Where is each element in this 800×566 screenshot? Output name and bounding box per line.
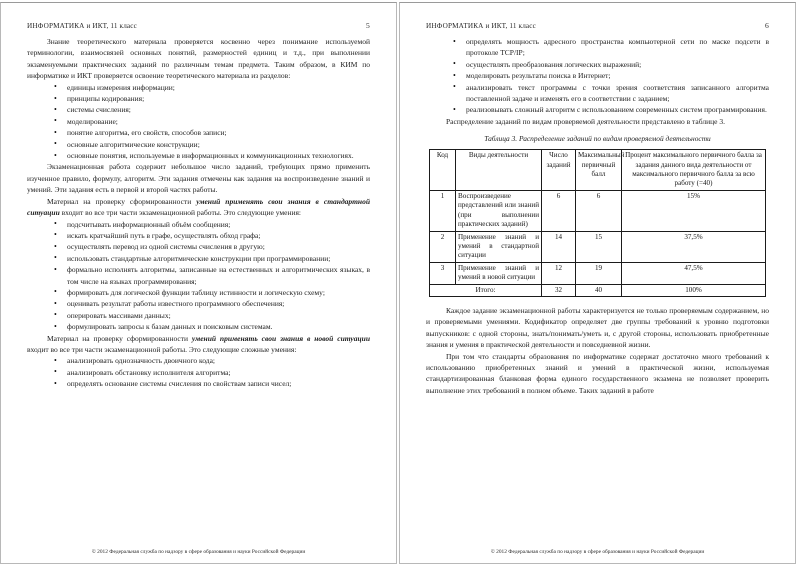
para3-post: входит во все три части экзаменационной работы. Это следующие умения: — [59, 208, 302, 218]
page-footer: © 2012 Федеральная служба по надзору в сфере образования и науки Российской Федерации — [91, 549, 306, 555]
list-item: • использовать стандартные алгоритмические конструкции при программировании; — [27, 253, 370, 264]
cell-max-score: 15 — [576, 231, 622, 262]
page-right — [399, 2, 796, 564]
list-item: • формулировать запросы к базам данных и поисковым системам. — [27, 321, 370, 332]
list-item: • осуществлять преобразования логических выражений; — [426, 59, 769, 70]
list-item: • моделирование; — [27, 116, 370, 127]
cell-kind: Применение знаний и умений в новой ситуации — [456, 262, 542, 284]
list-item: • определять основание системы счисления по свойствам записи чисел; — [27, 378, 370, 389]
list-item: • моделировать результаты поиска в Интернет; — [426, 70, 769, 81]
list-sections — [27, 82, 370, 162]
list-item: • оценивать результат работы известного программного обеспечения; — [27, 298, 370, 309]
page-number: 5 — [366, 21, 370, 30]
list-item: • формировать для логической функции таблицу истинности и логическую схему; — [27, 287, 370, 298]
column-header-count: Число заданий — [542, 150, 576, 191]
list-item: • формально исполнять алгоритмы, записанные на естественных и алгоритмических языках, в том числе на языках программирования; — [27, 264, 370, 287]
cell-code: 1 — [430, 190, 456, 231]
paragraph-exam-work: Экзаменационная работа содержит небольшое число заданий, требующих прямо применить изученное правило, формулу, алгоритм. Эти задания отмечены как задания на воспроизведение знаний и умений. Эти задания есть в первой и второй частях работы. — [27, 162, 370, 195]
list-item: • анализировать обстановку исполнителя алгоритма; — [27, 367, 370, 378]
list-item: • понятие алгоритма, его свойств, способов записи; — [27, 127, 370, 138]
cell-count: 12 — [542, 262, 576, 284]
page-header-left — [27, 21, 370, 30]
page-header-right — [426, 21, 769, 30]
paragraph-standard-situation — [27, 196, 370, 219]
paragraph-theory-intro: Знание теоретического материала проверяется косвенно через понимание используемой терминологии, взаимосвязей основных понятий, размерностей единиц и т.д., при выполнении экзаменуемыми практических заданий по различным темам предмета. Таким образом, в КИМ по информатике и ИКТ проверяется освоение теоретического материала из разделов: — [27, 37, 370, 81]
cell-totals-label: Итого: — [430, 284, 542, 296]
cell-totals-percent: 100% — [622, 284, 766, 296]
list-item: • основные алгоритмические конструкции; — [27, 139, 370, 150]
column-header-kind: Виды деятельности — [456, 150, 542, 191]
cell-percent: 37,5% — [622, 231, 766, 262]
column-header-max-score: Максимальный первичный балл — [576, 150, 622, 191]
cell-kind: Применение знаний и умений в стандартной ситуации — [456, 231, 542, 262]
table-caption: Таблица 3. Распределение заданий по видам проверяемой деятельности — [484, 134, 711, 144]
page-footer: © 2012 Федеральная служба по надзору в сфере образования и науки Российской Федерации — [490, 549, 705, 555]
cell-totals-max-score: 40 — [576, 284, 622, 296]
header-title: ИНФОРМАТИКА и ИКТ, 11 класс — [426, 22, 536, 30]
list-item: • принципы кодирования; — [27, 93, 370, 104]
page-left — [0, 2, 397, 564]
header-title: ИНФОРМАТИКА и ИКТ, 11 класс — [27, 22, 137, 30]
list-complex-skills — [27, 355, 370, 389]
column-header-percent: Процент максимального первичного балла за задания данного вида деятельности от максимального первичного балла за всю работу (=40) — [622, 150, 766, 191]
para3-emphasis: умений применять свои знания в стандартной ситуации — [27, 196, 370, 218]
distribution-table — [429, 149, 766, 297]
table-row — [430, 190, 766, 231]
cell-percent: 15% — [622, 190, 766, 231]
list-complex-skills-continued — [426, 36, 769, 116]
cell-code: 2 — [430, 231, 456, 262]
para4-post: входит во все три части экзаменационной работы. Это следующие сложные умения: — [27, 344, 297, 354]
list-standard-skills — [27, 219, 370, 333]
para3-pre: Материал на проверку сформированности — [47, 196, 197, 206]
column-header-code: Код — [430, 150, 456, 191]
cell-kind: Воспроизведение представлений или знаний (при выполнении практических заданий) — [456, 190, 542, 231]
list-item: • системы счисления; — [27, 104, 370, 115]
paragraph-task-characteristics: Каждое задание экзаменационной работы характеризуется не только проверяемым содержанием, но и проверяемыми умениями. Кодификатор определяет две группы требований к уровню подготовки выпускников: с одной стороны, знать/понимать/уметь и, с другой стороны, использовать приобретенные знания и умения в практической деятельности и повседневной жизни. — [426, 305, 769, 350]
list-item: • анализировать однозначность двоичного кода; — [27, 355, 370, 366]
list-item: • основные понятия, используемые в информационных и коммуникационных технологиях. — [27, 150, 370, 161]
paragraph-table-reference: Распределение заданий по видам проверяемой деятельности представлено в таблице 3. — [446, 116, 725, 126]
table-totals-row — [430, 284, 766, 296]
cell-max-score: 6 — [576, 190, 622, 231]
table-row — [430, 262, 766, 284]
cell-totals-count: 32 — [542, 284, 576, 296]
list-item: • определять мощность адресного пространства компьютерной сети по маске подсети в протоколе TCP/IP; — [426, 36, 769, 59]
paragraph-new-situation — [27, 333, 370, 356]
list-item: • осуществлять перевод из одной системы счисления в другую; — [27, 241, 370, 252]
list-item: • оперировать массивами данных; — [27, 310, 370, 321]
table-header-row — [430, 150, 766, 191]
page-number: 6 — [765, 21, 769, 30]
list-item: • единицы измерения информации; — [27, 82, 370, 93]
cell-count: 6 — [542, 190, 576, 231]
cell-code: 3 — [430, 262, 456, 284]
list-item: • подсчитывать информационный объём сообщения; — [27, 219, 370, 230]
list-item: • реализовывать сложный алгоритм с использованием современных систем программирования. — [426, 104, 769, 115]
para4-pre: Материал на проверку сформированности — [47, 333, 192, 343]
list-item: • искать кратчайший путь в графе, осуществлять обход графа; — [27, 230, 370, 241]
cell-count: 14 — [542, 231, 576, 262]
table-row — [430, 231, 766, 262]
paragraph-standards: При том что стандарты образования по информатике содержат достаточно много требований к использованию приобретенных знаний и умений в практической жизни, используемая стандартизированная бланковая форма единого государственного экзамена не позволяет проверить выполнение этих требований в полном объеме. Таких заданий в работе — [426, 351, 769, 395]
cell-max-score: 19 — [576, 262, 622, 284]
cell-percent: 47,5% — [622, 262, 766, 284]
list-item: • анализировать текст программы с точки зрения соответствия записанного алгоритма поставленной задаче и изменять его в соответствии с заданием; — [426, 82, 769, 105]
para4-emphasis: умений применять свои знания в новой ситуации — [191, 333, 370, 343]
